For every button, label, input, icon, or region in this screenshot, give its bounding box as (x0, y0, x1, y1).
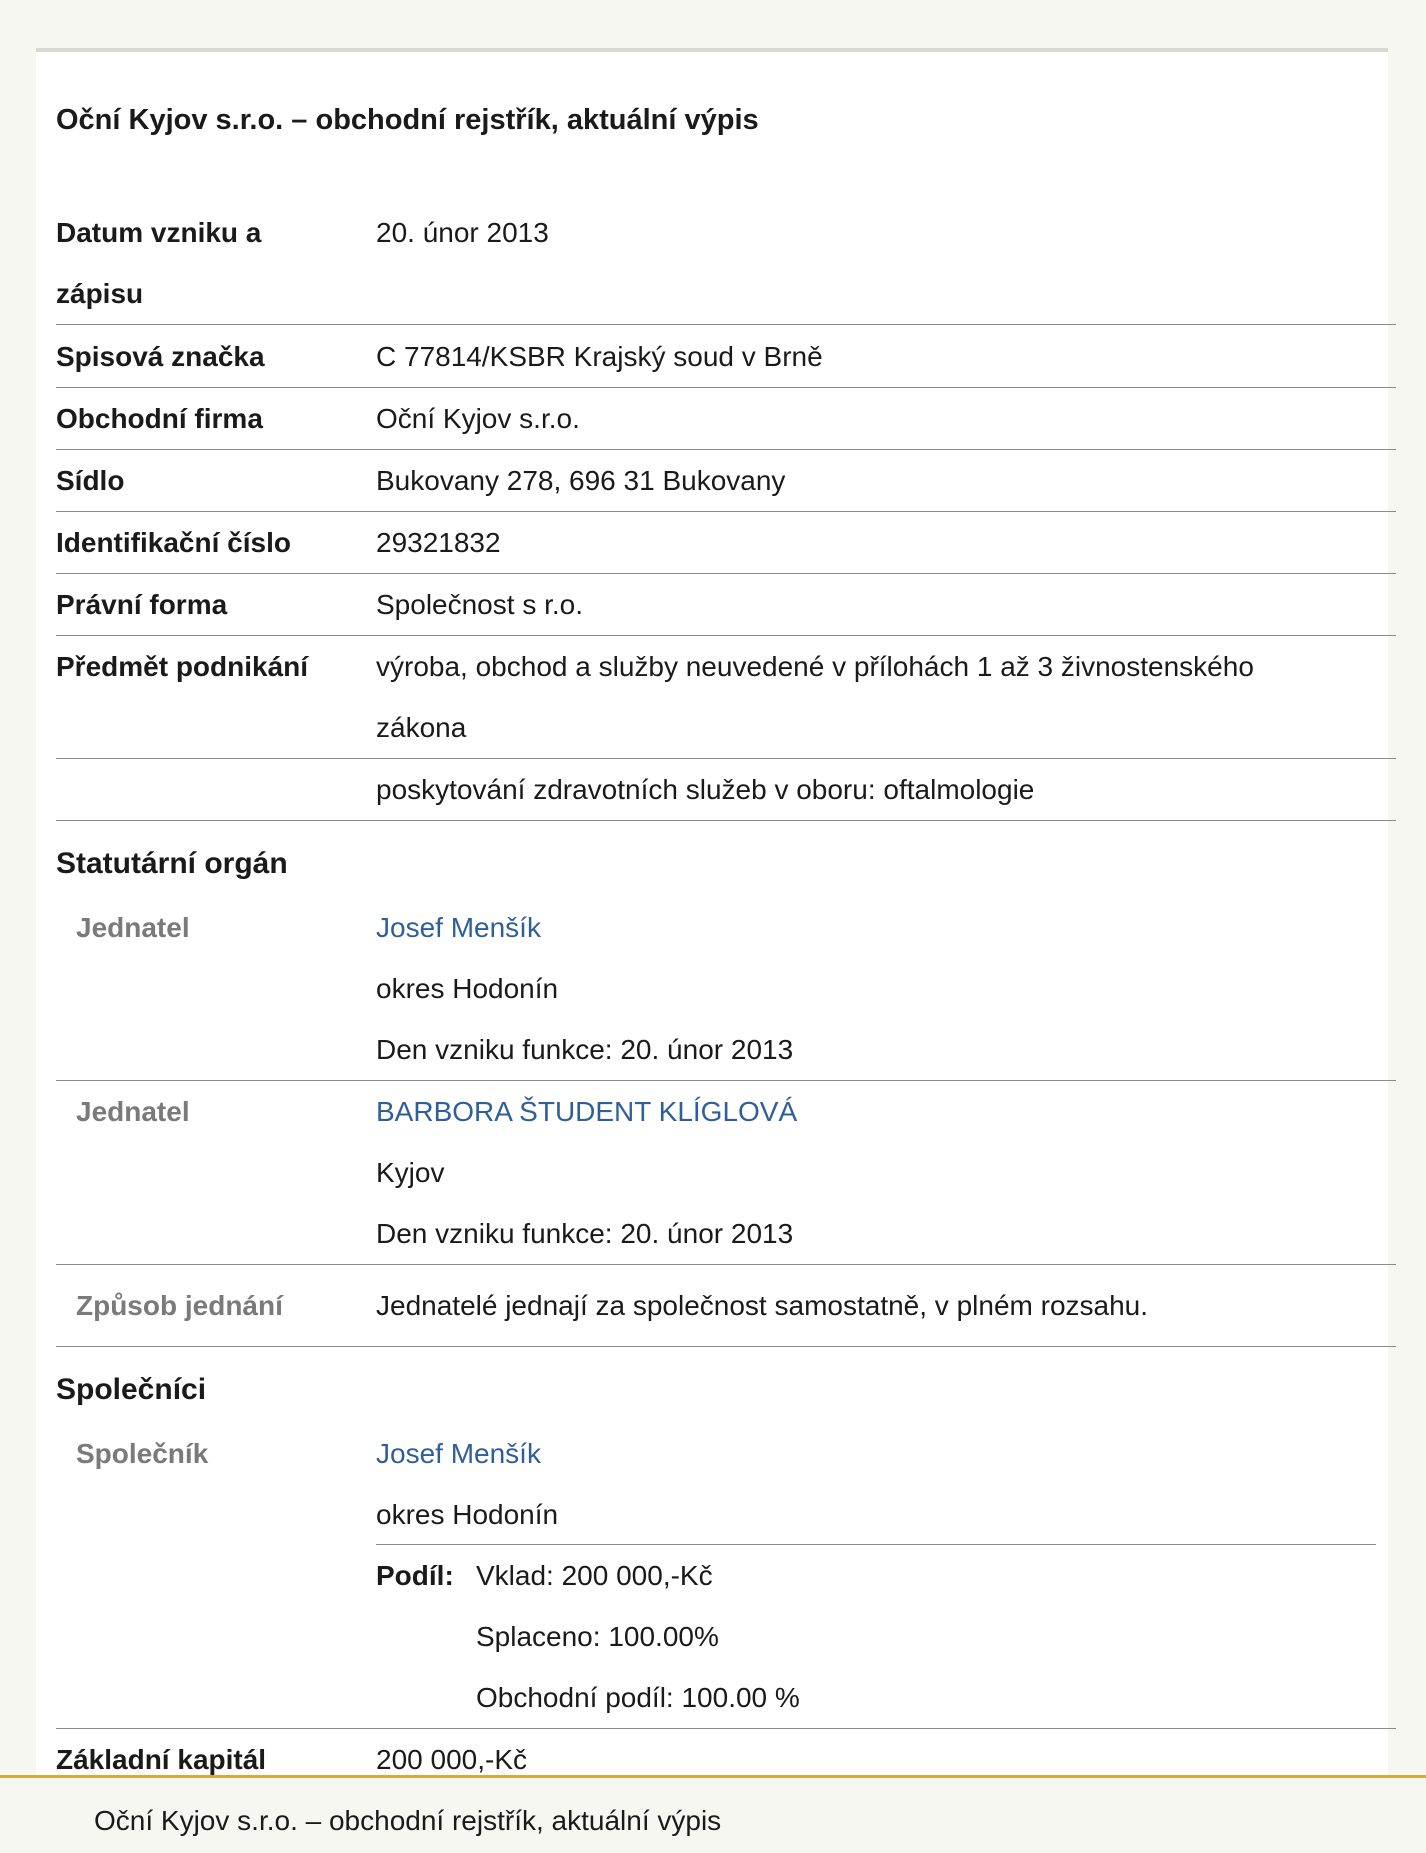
label-spisova-znacka: Spisová značka (56, 341, 265, 372)
section-statutarni-organ: Statutární orgán (56, 847, 288, 880)
value-obchodni-podil: Obchodní podíl: 100.00 % (476, 1682, 800, 1713)
row-jednatel-2 (56, 1081, 1396, 1265)
row-obchodni-firma (56, 388, 1396, 450)
footer-title: Oční Kyjov s.r.o. – obchodní rejstřík, aktuální výpis (94, 1805, 722, 1836)
row-spolecnik (56, 1423, 1396, 1729)
link-jednatel-1-name[interactable]: Josef Menšík (376, 912, 541, 943)
register-extract-card (36, 48, 1388, 1779)
value-identifikacni-cislo: 29321832 (376, 527, 501, 558)
row-sidlo (56, 450, 1396, 512)
value-jednatel-1-since: Den vzniku funkce: 20. únor 2013 (376, 1034, 794, 1065)
label-zpusob-jednani: Způsob jednání (76, 1290, 283, 1321)
row-datum-vzniku (56, 202, 1396, 325)
label-sidlo: Sídlo (56, 465, 125, 496)
label-jednatel-1: Jednatel (76, 912, 190, 943)
value-splaceno: Splaceno: 100.00% (476, 1621, 719, 1652)
label-jednatel-2: Jednatel (76, 1096, 190, 1127)
label-spolecnik: Společník (76, 1438, 209, 1469)
value-obchodni-firma: Oční Kyjov s.r.o. (376, 403, 580, 434)
label-identifikacni-cislo: Identifikační číslo (56, 527, 291, 558)
link-jednatel-2-name[interactable]: BARBORA ŠTUDENT KLÍGLOVÁ (376, 1096, 798, 1127)
label-datum-vzniku-line1: Datum vzniku a (56, 217, 262, 248)
page-footer (0, 1775, 1426, 1853)
row-predmet-podnikani-2 (56, 759, 1396, 821)
value-spolecnik-place: okres Hodonín (376, 1499, 559, 1530)
value-pravni-forma: Společnost s r.o. (376, 589, 584, 620)
value-datum-vzniku: 20. únor 2013 (376, 217, 549, 248)
value-predmet-1-line1: výroba, obchod a služby neuvedené v přílohách 1 až 3 živnostenského (376, 651, 1254, 682)
value-vklad: Vklad: 200 000,-Kč (476, 1560, 713, 1591)
row-predmet-podnikani (56, 636, 1396, 759)
value-predmet-2: poskytování zdravotních služeb v oboru: oftalmologie (376, 774, 1035, 805)
value-predmet-1-line2: zákona (376, 712, 467, 743)
section-spolecnici: Společníci (56, 1373, 207, 1406)
label-pravni-forma: Právní forma (56, 589, 228, 620)
label-zakladni-kapital: Základní kapitál (56, 1744, 267, 1775)
value-spisova-znacka: C 77814/KSBR Krajský soud v Brně (376, 341, 823, 372)
value-zpusob-jednani: Jednatelé jednají za společnost samostatně, v plném rozsahu. (376, 1290, 1149, 1321)
page-title: Oční Kyjov s.r.o. – obchodní rejstřík, aktuální výpis (56, 104, 759, 136)
value-jednatel-1-place: okres Hodonín (376, 973, 559, 1004)
value-jednatel-2-since: Den vzniku funkce: 20. únor 2013 (376, 1218, 794, 1249)
row-zpusob-jednani (56, 1265, 1396, 1347)
row-spisova-znacka (56, 326, 1396, 388)
value-zakladni-kapital: 200 000,-Kč (376, 1744, 527, 1775)
label-predmet-podnikani: Předmět podnikání (56, 651, 309, 682)
value-jednatel-2-place: Kyjov (376, 1157, 445, 1188)
label-datum-vzniku-line2: zápisu (56, 278, 144, 309)
row-pravni-forma (56, 574, 1396, 636)
value-sidlo: Bukovany 278, 696 31 Bukovany (376, 465, 786, 496)
label-podil: Podíl: (376, 1560, 454, 1591)
label-obchodni-firma: Obchodní firma (56, 403, 263, 434)
link-spolecnik-name[interactable]: Josef Menšík (376, 1438, 541, 1469)
row-identifikacni-cislo (56, 512, 1396, 574)
row-jednatel-1 (56, 897, 1396, 1081)
